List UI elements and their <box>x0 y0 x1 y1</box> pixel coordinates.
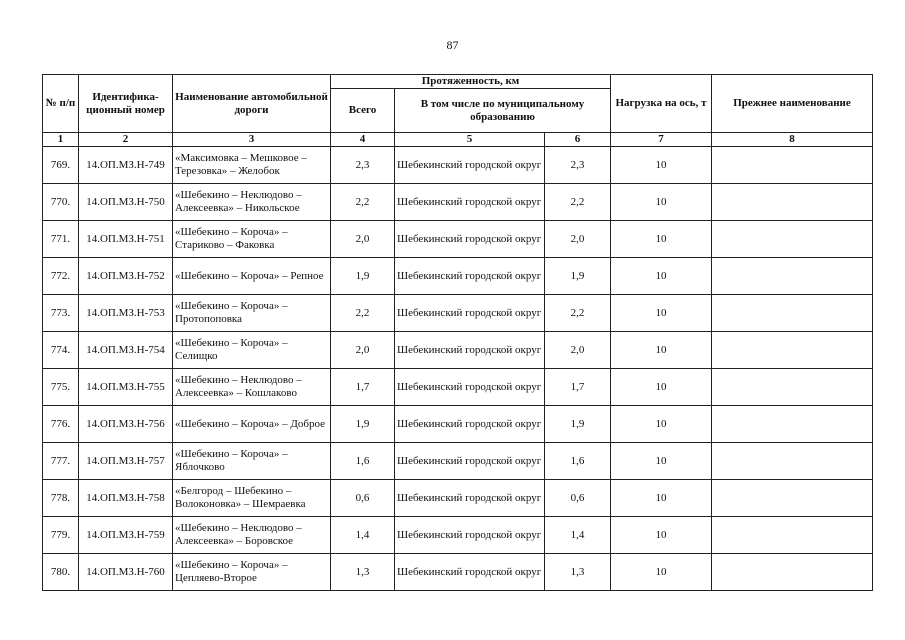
road-name: «Шебекино – Короча» – Селищко <box>173 332 331 369</box>
municipality-length: 1,9 <box>545 258 611 295</box>
municipality-length: 1,7 <box>545 369 611 406</box>
municipality-name: Шебекинский городской округ <box>395 480 545 517</box>
road-identifier: 14.ОП.МЗ.Н-753 <box>79 295 173 332</box>
length-total: 0,6 <box>331 480 395 517</box>
former-name <box>712 369 873 406</box>
row-index: 770. <box>43 184 79 221</box>
column-number: 3 <box>173 133 331 147</box>
municipality-name: Шебекинский городской округ <box>395 147 545 184</box>
column-number: 5 <box>395 133 545 147</box>
row-index: 780. <box>43 554 79 591</box>
axle-load: 10 <box>611 258 712 295</box>
table-row <box>43 443 873 480</box>
municipality-length: 2,0 <box>545 221 611 258</box>
table-body <box>43 147 873 591</box>
axle-load: 10 <box>611 147 712 184</box>
axle-load: 10 <box>611 517 712 554</box>
axle-load: 10 <box>611 295 712 332</box>
row-index: 779. <box>43 517 79 554</box>
row-index: 773. <box>43 295 79 332</box>
table-row <box>43 369 873 406</box>
table-row <box>43 480 873 517</box>
row-index: 776. <box>43 406 79 443</box>
former-name <box>712 184 873 221</box>
municipality-length: 1,9 <box>545 406 611 443</box>
header-index: № п/п <box>43 75 79 133</box>
table-row <box>43 295 873 332</box>
municipality-name: Шебекинский городской округ <box>395 443 545 480</box>
column-number: 2 <box>79 133 173 147</box>
axle-load: 10 <box>611 332 712 369</box>
length-total: 1,7 <box>331 369 395 406</box>
municipality-length: 1,3 <box>545 554 611 591</box>
table-row <box>43 517 873 554</box>
road-name: «Шебекино – Короча» – Яблочково <box>173 443 331 480</box>
municipality-name: Шебекинский городской округ <box>395 332 545 369</box>
municipality-name: Шебекинский городской округ <box>395 258 545 295</box>
row-index: 771. <box>43 221 79 258</box>
road-identifier: 14.ОП.МЗ.Н-751 <box>79 221 173 258</box>
axle-load: 10 <box>611 369 712 406</box>
road-identifier: 14.ОП.МЗ.Н-758 <box>79 480 173 517</box>
length-total: 1,3 <box>331 554 395 591</box>
header-road-name: Наименование автомобильной дороги <box>173 75 331 133</box>
length-total: 1,4 <box>331 517 395 554</box>
former-name <box>712 258 873 295</box>
road-name: «Белгород – Шебекино – Волоконовка» – Шемраевка <box>173 480 331 517</box>
length-total: 2,0 <box>331 221 395 258</box>
municipality-length: 2,3 <box>545 147 611 184</box>
header-municipality: В том числе по муниципальному образованию <box>395 89 611 133</box>
table-row <box>43 332 873 369</box>
municipality-name: Шебекинский городской округ <box>395 406 545 443</box>
road-identifier: 14.ОП.МЗ.Н-749 <box>79 147 173 184</box>
length-total: 1,9 <box>331 258 395 295</box>
axle-load: 10 <box>611 221 712 258</box>
municipality-length: 0,6 <box>545 480 611 517</box>
road-identifier: 14.ОП.МЗ.Н-755 <box>79 369 173 406</box>
former-name <box>712 147 873 184</box>
municipality-name: Шебекинский городской округ <box>395 517 545 554</box>
municipality-name: Шебекинский городской округ <box>395 221 545 258</box>
road-name: «Максимовка – Мешковое – Терезовка» – Желобок <box>173 147 331 184</box>
municipality-name: Шебекинский городской округ <box>395 369 545 406</box>
row-index: 769. <box>43 147 79 184</box>
table-row <box>43 258 873 295</box>
road-name: «Шебекино – Неклюдово – Алексеевка» – Кошлаково <box>173 369 331 406</box>
length-total: 2,0 <box>331 332 395 369</box>
header-total: Всего <box>331 89 395 133</box>
municipality-length: 2,2 <box>545 295 611 332</box>
road-identifier: 14.ОП.МЗ.Н-757 <box>79 443 173 480</box>
former-name <box>712 295 873 332</box>
table-row <box>43 554 873 591</box>
table-row <box>43 406 873 443</box>
former-name <box>712 332 873 369</box>
municipality-name: Шебекинский городской округ <box>395 295 545 332</box>
column-number: 6 <box>545 133 611 147</box>
axle-load: 10 <box>611 554 712 591</box>
road-identifier: 14.ОП.МЗ.Н-760 <box>79 554 173 591</box>
road-name: «Шебекино – Короча» – Протопоповка <box>173 295 331 332</box>
table-row <box>43 184 873 221</box>
row-index: 774. <box>43 332 79 369</box>
axle-load: 10 <box>611 406 712 443</box>
length-total: 2,3 <box>331 147 395 184</box>
column-number: 8 <box>712 133 873 147</box>
axle-load: 10 <box>611 480 712 517</box>
row-index: 772. <box>43 258 79 295</box>
road-name: «Шебекино – Короча» – Цепляево-Второе <box>173 554 331 591</box>
header-identifier: Идентифика-ционный номер <box>79 75 173 133</box>
former-name <box>712 406 873 443</box>
column-number-row <box>43 133 873 147</box>
former-name <box>712 554 873 591</box>
page-number: 87 <box>446 38 459 52</box>
road-name: «Шебекино – Неклюдово – Алексеевка» – Боровское <box>173 517 331 554</box>
former-name <box>712 443 873 480</box>
municipality-name: Шебекинский городской округ <box>395 184 545 221</box>
header-axle-load: Нагрузка на ось, т <box>611 75 712 133</box>
road-name: «Шебекино – Короча» – Доброе <box>173 406 331 443</box>
municipality-length: 1,4 <box>545 517 611 554</box>
former-name <box>712 517 873 554</box>
row-index: 777. <box>43 443 79 480</box>
column-number: 7 <box>611 133 712 147</box>
length-total: 2,2 <box>331 184 395 221</box>
road-name: «Шебекино – Короча» – Стариково – Факовка <box>173 221 331 258</box>
length-total: 1,6 <box>331 443 395 480</box>
header-former-name: Прежнее наименование <box>712 75 873 133</box>
roads-table <box>42 74 873 591</box>
row-index: 778. <box>43 480 79 517</box>
municipality-length: 2,2 <box>545 184 611 221</box>
column-number: 4 <box>331 133 395 147</box>
road-identifier: 14.ОП.МЗ.Н-750 <box>79 184 173 221</box>
road-identifier: 14.ОП.МЗ.Н-754 <box>79 332 173 369</box>
road-identifier: 14.ОП.МЗ.Н-756 <box>79 406 173 443</box>
road-identifier: 14.ОП.МЗ.Н-759 <box>79 517 173 554</box>
road-name: «Шебекино – Короча» – Репное <box>173 258 331 295</box>
former-name <box>712 221 873 258</box>
row-index: 775. <box>43 369 79 406</box>
table-row <box>43 147 873 184</box>
municipality-length: 1,6 <box>545 443 611 480</box>
axle-load: 10 <box>611 443 712 480</box>
road-name: «Шебекино – Неклюдово – Алексеевка» – Никольское <box>173 184 331 221</box>
length-total: 2,2 <box>331 295 395 332</box>
column-number: 1 <box>43 133 79 147</box>
municipality-length: 2,0 <box>545 332 611 369</box>
header-length-group: Протяженность, км <box>331 75 611 89</box>
table-row <box>43 221 873 258</box>
length-total: 1,9 <box>331 406 395 443</box>
road-identifier: 14.ОП.МЗ.Н-752 <box>79 258 173 295</box>
municipality-name: Шебекинский городской округ <box>395 554 545 591</box>
axle-load: 10 <box>611 184 712 221</box>
former-name <box>712 480 873 517</box>
